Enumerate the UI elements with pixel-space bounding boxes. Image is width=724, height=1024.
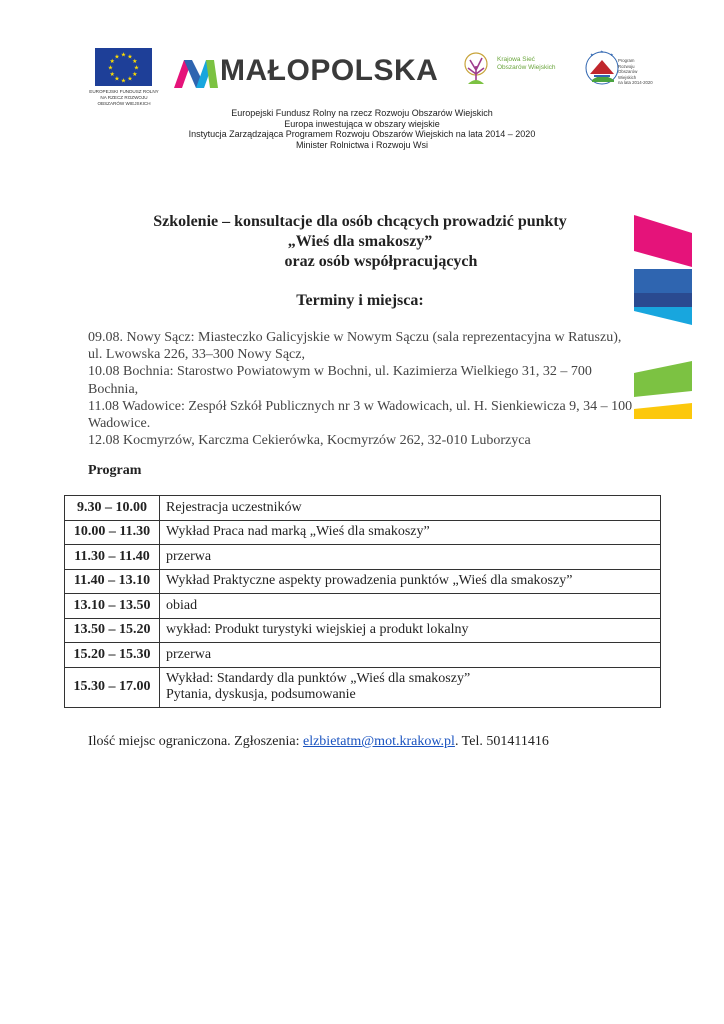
description-cell: przerwa <box>160 545 661 570</box>
svg-text:★: ★ <box>132 58 138 65</box>
prow-label <box>618 58 653 86</box>
section-heading: Terminy i miejsca: <box>296 292 424 309</box>
table-row <box>65 496 661 521</box>
eu-caption-line: EUROPEJSKI FUNDUSZ ROLNY <box>89 89 159 94</box>
svg-text:★: ★ <box>127 75 133 83</box>
svg-text:★: ★ <box>109 58 115 65</box>
svg-text:★: ★ <box>107 64 114 72</box>
time-cell: 13.50 – 15.20 <box>65 618 160 643</box>
svg-text:★: ★ <box>114 53 120 61</box>
prow-label-line: Wiejskich <box>618 74 637 80</box>
eu-caption <box>86 89 162 107</box>
time-cell: 15.30 – 17.00 <box>65 667 160 707</box>
time-cell: 13.10 – 13.50 <box>65 594 160 619</box>
place-item: 10.08 Bochnia: Starostwo Powiatowym w Bochni, ul. Kazimierza Wielkiego 31, 32 – 700 Bochnia, <box>88 364 592 397</box>
malopolska-wordmark: MAŁOPOLSKA <box>220 54 439 87</box>
table-row <box>65 569 661 594</box>
header-line: Minister Rolnictwa i Rozwoju Wsi <box>295 139 429 150</box>
description-cell: Wykład Praca nad marką „Wieś dla smakoszy” <box>160 520 661 545</box>
prow-label-line: Rozwoju <box>618 63 635 69</box>
time-cell: 9.30 – 10.00 <box>65 496 160 521</box>
table-row <box>65 594 661 619</box>
program-heading: Program <box>88 463 142 478</box>
description-cell: obiad <box>160 594 661 619</box>
registration-note <box>88 733 549 750</box>
header-line: Europejski Fundusz Rolny na rzecz Rozwoju Obszarów Wiejskich <box>231 108 493 118</box>
eu-flag-logo <box>95 48 152 86</box>
description-line: Pytania, dyskusja, podsumowanie <box>166 687 356 702</box>
description-cell: wykład: Produkt turystyki wiejskiej a produkt lokalny <box>160 618 661 643</box>
svg-text:★: ★ <box>109 71 115 78</box>
header-line: Europa inwestująca w obszary wiejskie <box>284 118 440 129</box>
svg-text:★: ★ <box>127 53 133 61</box>
time-cell: 11.30 – 11.40 <box>65 545 160 570</box>
ksow-label-line: Obszarów Wiejskich <box>497 64 556 71</box>
time-cell: 10.00 – 11.30 <box>65 520 160 545</box>
table-row <box>65 520 661 545</box>
description-cell: Wykład Praktyczne aspekty prowadzenia punktów „Wieś dla smakoszy” <box>160 569 661 594</box>
svg-text:★: ★ <box>600 49 604 54</box>
svg-text:★: ★ <box>133 64 140 72</box>
title-line: Szkolenie – konsultacje dla osób chcących prowadzić punkty <box>153 213 567 230</box>
description-cell: przerwa <box>160 643 661 668</box>
malopolska-side-decoration-icon <box>632 215 694 420</box>
header-line: Instytucja Zarządzająca Programem Rozwoju Obszarów Wiejskich na lata 2014 – 2020 <box>188 129 536 139</box>
title-line: „Wieś dla smakoszy” <box>287 233 433 250</box>
prow-label-line: Obszarów <box>618 69 638 74</box>
table-row <box>65 667 661 707</box>
table-row <box>65 618 661 643</box>
email-link[interactable]: elzbietatm@mot.krakow.pl <box>302 734 455 749</box>
header-text <box>0 108 724 150</box>
prow-label-line: na lata 2014-2020 <box>618 80 653 85</box>
svg-text:★: ★ <box>120 77 127 85</box>
svg-text:★: ★ <box>610 52 614 57</box>
phone-text: . Tel. 501411416 <box>454 734 549 749</box>
place-item: 09.08. Nowy Sącz: Miasteczko Galicyjskie w Nowym Sączu (sala reprezentacyjna w Ratuszu), ul. Lwowska 226, 33–300 Nowy Sącz, <box>88 330 622 363</box>
description-cell <box>160 667 661 707</box>
document-title <box>100 212 620 272</box>
svg-text:★: ★ <box>132 71 138 78</box>
place-item: 12.08 Kocmyrzów, Karczma Cekierówka, Kocmyrzów 262, 32-010 Luborzyca <box>88 433 531 449</box>
places-list <box>88 329 633 449</box>
description-line: Wykład: Standardy dla punktów „Wieś dla smakoszy” <box>166 671 471 686</box>
ksow-label-line: Krajowa Sieć <box>497 56 535 63</box>
svg-text:★: ★ <box>590 52 594 57</box>
ksow-label <box>497 56 556 72</box>
svg-text:★: ★ <box>120 51 127 59</box>
table-row <box>65 545 661 570</box>
table-row <box>65 643 661 668</box>
program-table <box>64 495 661 708</box>
time-cell: 15.20 – 15.30 <box>65 643 160 668</box>
place-item: 11.08 Wadowice: Zespół Szkół Publicznych nr 3 w Wadowicach, ul. H. Sienkiewicza 9, 34 – 100 Wadowice. <box>88 398 633 432</box>
time-cell: 11.40 – 13.10 <box>65 569 160 594</box>
eu-caption-line: OBSZARÓW WIEJSKICH <box>97 101 151 106</box>
prow-label-line: Program <box>618 58 635 63</box>
eu-caption-line: NA RZECZ ROZWOJU <box>100 95 148 100</box>
title-line: oraz osób współpracujących <box>284 253 478 270</box>
registration-text: Ilość miejsc ograniczona. Zgłoszenia: <box>88 734 303 749</box>
description-cell: Rejestracja uczestników <box>160 496 661 521</box>
logo-bar <box>0 0 724 110</box>
eu-stars-icon <box>95 48 152 86</box>
svg-text:★: ★ <box>114 75 120 83</box>
